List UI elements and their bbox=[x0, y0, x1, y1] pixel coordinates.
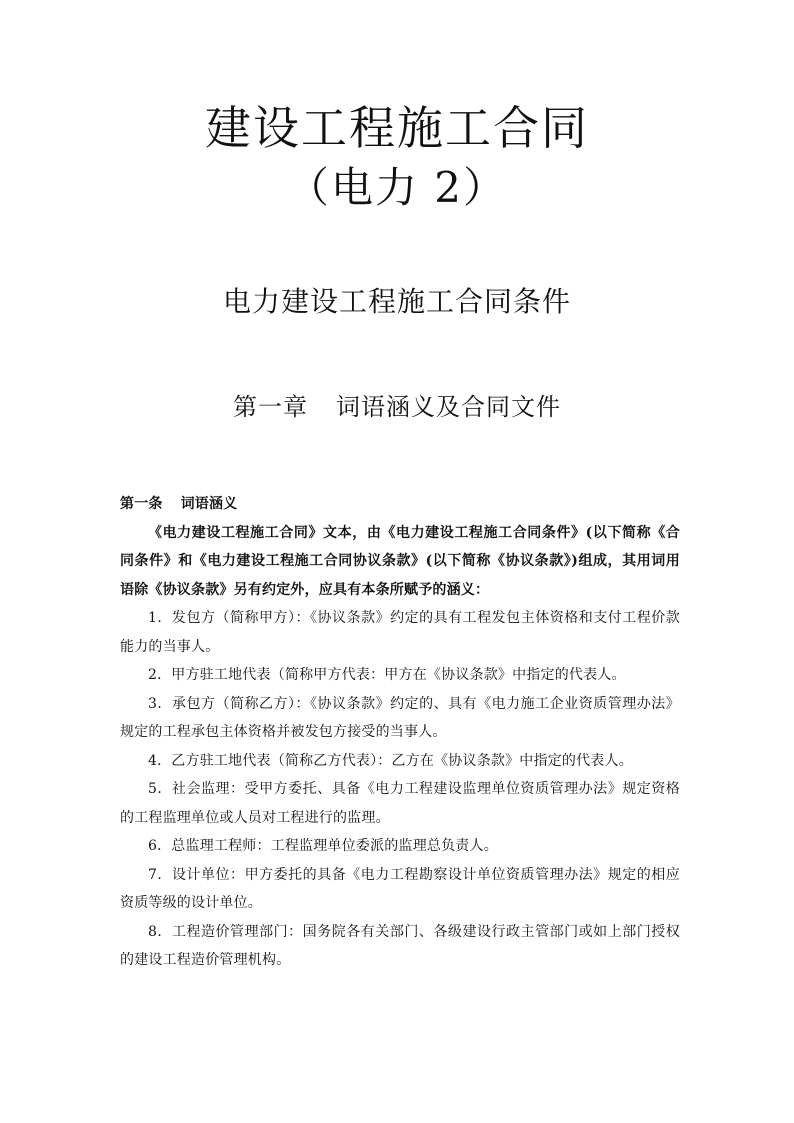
document-title: 建设工程施工合同 bbox=[205, 101, 589, 155]
definition-item: 7．设计单位：甲方委托的具备《电力工程勘察设计单位资质管理办法》规定的相应资质等级的设计单位。 bbox=[120, 866, 680, 911]
definition-item: 5．社会监理：受甲方委托、具备《电力工程建设监理单位资质管理办法》规定资格的工程监理单位或人员对工程进行的监理。 bbox=[120, 781, 680, 826]
article-heading bbox=[120, 490, 680, 519]
definition-item: 8．工程造价管理部门：国务院各有关部门、各级建设行政主管部门或如上部门授权的建设工程造价管理机构。 bbox=[120, 923, 680, 968]
intro-paragraph: 《电力建设工程施工合同》文本，由《电力建设工程施工合同条件》(以下简称《合同条件》和《电力建设工程施工合同协议条款》(以下简称《协议条款》)组成，其用词用语除《协议条款》另有约定外，应具有本条所赋予的涵义： bbox=[120, 524, 680, 598]
chapter-title bbox=[0, 390, 794, 424]
definition-item: 3．承包方（简称乙方）：《协议条款》约定的、具有《电力施工企业资质管理办法》规定的工程承包主体资格并被发包方接受的当事人。 bbox=[120, 695, 680, 740]
document-subtitle: （电力 2） bbox=[286, 163, 508, 212]
definition-item: 4．乙方驻工地代表（简称乙方代表）：乙方在《协议条款》中指定的代表人。 bbox=[148, 752, 633, 769]
definition-item: 6．总监理工程师：工程监理单位委派的监理总负责人。 bbox=[148, 838, 498, 854]
article-name: 词语涵义 bbox=[180, 496, 238, 512]
definition-item: 1．发包方（简称甲方）：《协议条款》约定的具有工程发包主体资格和支付工程价款能力的当事人。 bbox=[120, 610, 680, 655]
document-body bbox=[120, 490, 680, 975]
definition-item: 2．甲方驻工地代表（简称甲方代表：甲方在《协议条款》中指定的代表人。 bbox=[148, 667, 626, 683]
article-number: 第一条 bbox=[120, 496, 163, 512]
chapter-number: 第一章 bbox=[233, 393, 308, 421]
chapter-name: 词语涵义及合同文件 bbox=[336, 393, 561, 421]
section-title: 电力建设工程施工合同条件 bbox=[222, 285, 571, 318]
